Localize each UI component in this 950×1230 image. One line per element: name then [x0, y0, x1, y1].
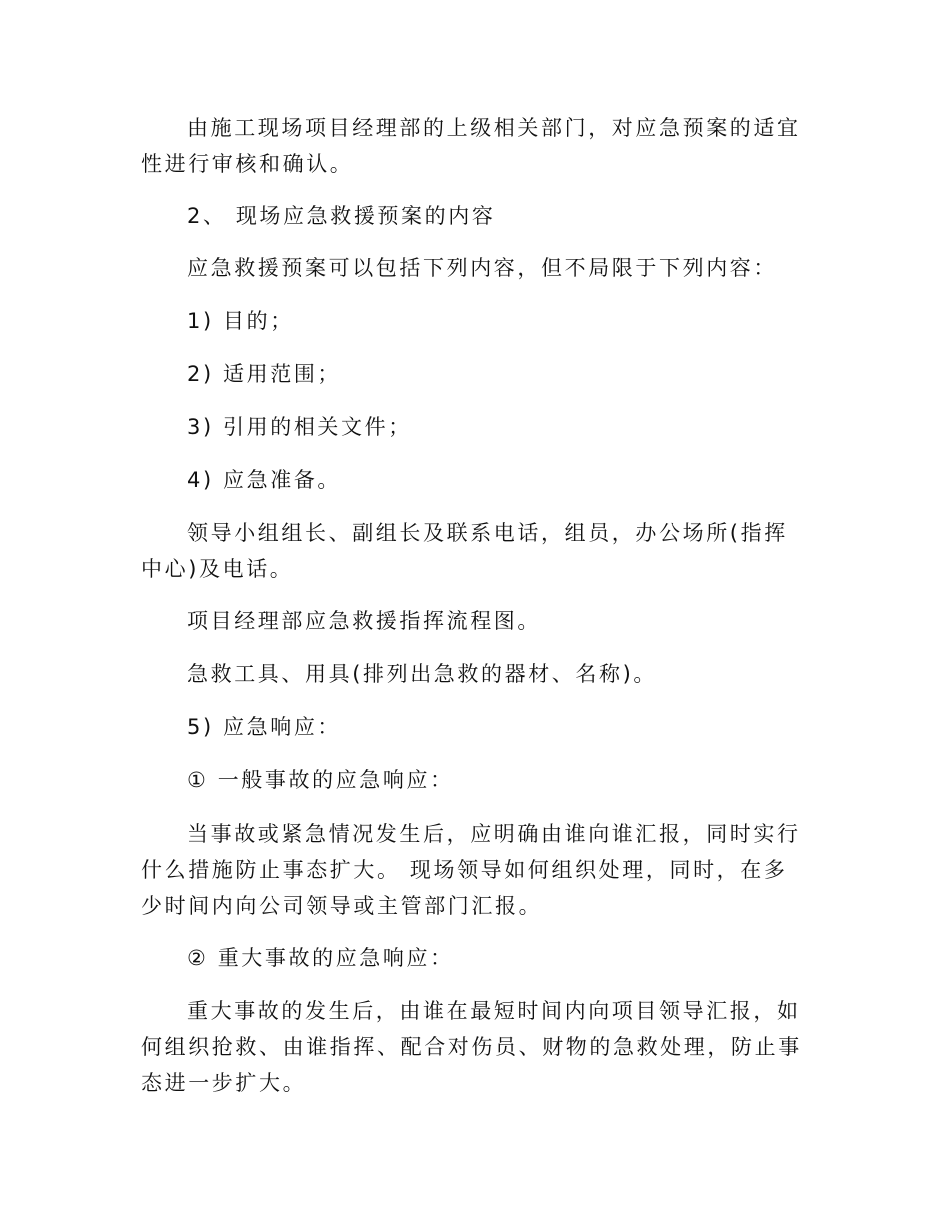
list-item-referenced-documents: 3) 引用的相关文件； — [187, 415, 412, 439]
heading-plan-contents: 2、 现场应急救援预案的内容 — [187, 204, 496, 228]
paragraph-review-confirmation: 由施工现场项目经理部的上级相关部门，对应急预案的适宜性进行审核和确认。 — [141, 116, 801, 176]
subheading-major-accident-response: ② 重大事故的应急响应： — [187, 946, 454, 970]
list-item-scope: 2) 适用范围； — [187, 362, 342, 386]
paragraph-general-accident-details: 当事故或紧急情况发生后，应明确由谁向谁汇报，同时实行什么措施防止事态扩大。 现场领导如何组织处理，同时，在多少时间内向公司领导或主管部门汇报。 — [141, 822, 801, 918]
paragraph-major-accident-details: 重大事故的发生后，由谁在最短时间内向项目领导汇报，如何组织抢救、由谁指挥、配合对伤员、财物的急救处理，防止事态进一步扩大。 — [141, 999, 802, 1095]
subheading-general-accident-response: ① 一般事故的应急响应： — [187, 768, 454, 792]
paragraph-contents-intro: 应急救援预案可以包括下列内容，但不局限于下列内容： — [187, 256, 777, 280]
list-item-preparation: 4) 应急准备。 — [187, 468, 342, 492]
paragraph-first-aid-tools: 急救工具、用具(排列出急救的器材、名称)。 — [187, 662, 657, 686]
list-item-purpose: 1) 目的； — [187, 309, 294, 333]
paragraph-leadership-group: 领导小组组长、副组长及联系电话，组员，办公场所(指挥中心)及电话。 — [141, 521, 788, 581]
list-item-emergency-response: 5) 应急响应： — [187, 715, 342, 739]
paragraph-command-flowchart: 项目经理部应急救援指挥流程图。 — [187, 609, 541, 633]
